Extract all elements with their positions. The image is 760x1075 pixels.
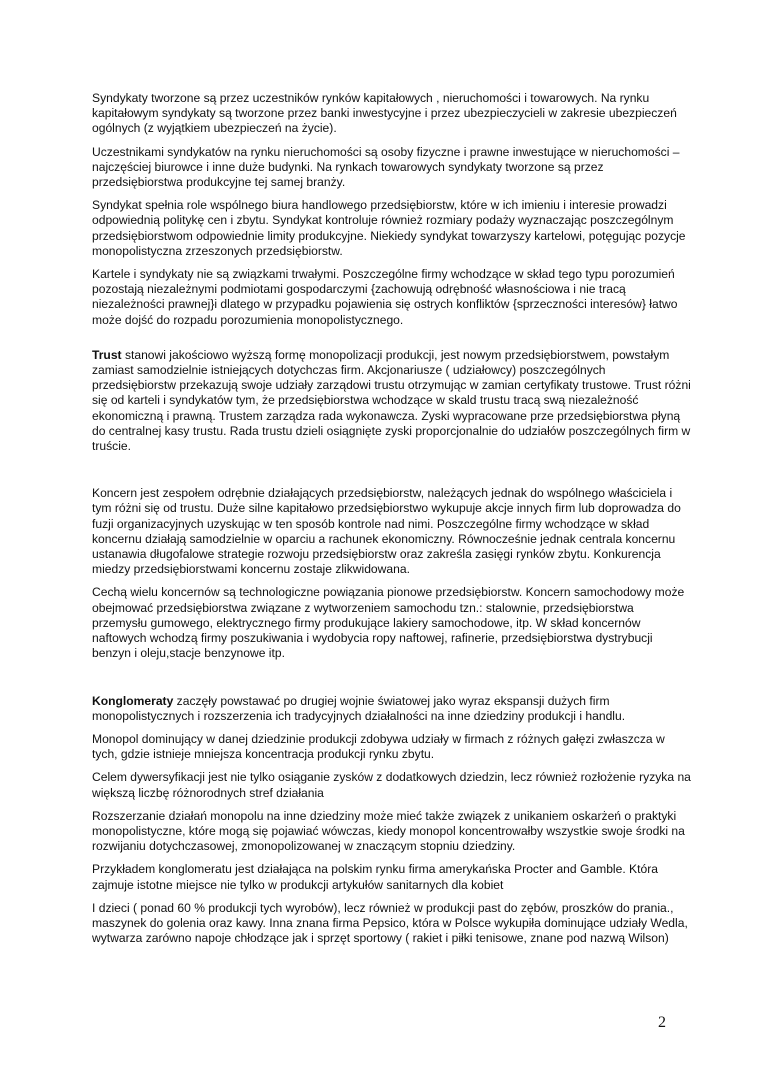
paragraph-monopol-dominujacy: Monopol dominujący w danej dziedzinie produkcji zdobywa udziały w firmach z różnych gałęzi zwłaszcza w tych, gdzie istnieje mniejsza koncentracja produkcji rynku zbytu. [92, 731, 665, 762]
paragraph-konglomeraty [92, 694, 692, 724]
trust-text: stanowi jakościowo wyższą formę monopolizacji produkcji, jest nowym przedsiębiorstwem, powstałym zamiast samodzielnie istniejących dotychczas firm. Akcjonariusze ( udziałowcy) poszczególnych przedsiębiorstw przekazują swoje udziały zarządowi trustu otrzymując w zamian certyfikaty trustowe. Trust różni się od karteli i syndykatów tym, że przedsiębiorstwa wchodzące w skald trustu tracą swą niezależność ekonomiczną i prawną. Trustem zarządza rada wykonawcza. Zyski wypracowane prze przedsiębiorstwa płyną do centralnej kasy trustu. Rada trustu dzieli osiągnięte zyski proporcjonalnie do udziałów poszczególnych firm w truście. [92, 347, 691, 454]
term-konglomeraty: Konglomeraty [92, 693, 174, 708]
page-number: 2 [658, 1014, 666, 1031]
paragraph-dywersyfikacja: Celem dywersyfikacji jest nie tylko osiąganie zysków z dodatkowych dziedzin, lecz również rozłożenie ryzyka na większą liczbę różnorodnych stref działania [92, 770, 691, 800]
paragraph-trust [92, 348, 692, 454]
page-body [92, 91, 692, 954]
paragraph-koncern-definicja: Koncern jest zespołem odrębnie działających przedsiębiorstw, należących jednak do wspólnego właściciela i tym różni się od trustu. Duże silne kapitałowo przedsiębiorstwo wykupuje akcje innych firm lub doprowadza do fuzji organizacyjnych uzyskując w ten sposób kontrole nad nimi. Poszczególne firmy wchodzące w skład koncernu działają samodzielnie w oparciu a rachunek ekonomiczny. Równocześnie jednak centrala koncernu ustanawia długofalowe strategie rozwoju przedsiębiorstw oraz zakreśla zasięgi rynków zbytu. Konkurencja miedzy przedsiębiorstwami koncernu zostaje zlikwidowana. [92, 486, 681, 577]
paragraph-syndykat-rola: Syndykat spełnia role wspólnego biura handlowego przedsiębiorstw, które w ich imieniu i interesie prowadzi odpowiednią politykę cen i zbytu. Syndykat kontroluje również rozmiary podaży wyznaczając poszczególnym przedsiębiorstwom odpowiednie limity produkcyjne. Niekiedy syndykat towarzyszy kartelowi, potęgując pozycje monopolistyczna zrzeszonych przedsiębiorstw. [92, 198, 686, 258]
paragraph-rozszerzanie: Rozszerzanie działań monopolu na inne dziedziny może mieć także związek z unikaniem oskarżeń o praktyki monopolistyczne, które mogą się pojawiać wówczas, kiedy monopol koncentrowałby wszystkie swoje środki na rozwijaniu dotychczasowej, zmonopolizowanej w znaczącym stopniu dziedziny. [92, 808, 685, 854]
paragraph-syndykaty-uczestnicy: Syndykaty tworzone są przez uczestników rynków kapitałowych , nieruchomości i towarowych. Na rynku kapitałowym syndykaty są tworzone przez banki inwestycyjne i przez ubezpieczycieli w zakresie ubezpieczeń ogólnych (z wyjątkiem ubezpieczeń na życie). [92, 91, 677, 136]
konglomeraty-text: zaczęły powstawać po drugiej wojnie światowej jako wyraz ekspansji dużych firm monopolistycznych i rozszerzenia ich tradycyjnych działalności na inne dziedziny produkcji i handlu. [92, 693, 626, 723]
paragraph-koncern-powiazania: Cechą wielu koncernów są technologiczne powiązania pionowe przedsiębiorstw. Koncern samochodowy może obejmować przedsiębiorstwa związane z wytworzeniem samochodu tzn.: stalownie, przedsiębiorstwa przemysłu gumowego, elektrycznego firmy produkujące lakiery samochodowe, itp. W skład koncernów naftowych wchodzą firmy poszukiwania i wydobycia ropy naftowej, rafinerie, przedsiębiorstwa dystrybucji benzyn i oleju,stacje benzynowe itp. [92, 585, 685, 661]
paragraph-przyklad-pepsico: I dzieci ( ponad 60 % produkcji tych wyrobów), lecz również w produkcji past do zębów, proszków do prania., maszynek do golenia oraz kawy. Inna znana firma Pepsico, która w Polsce wykupiła dominujące udziały Wedla, wytwarza zarówno napoje chłodzące jak i sprzęt sportowy ( rakiet i piłki tenisowe, znane pod nazwą Wilson) [92, 900, 688, 946]
paragraph-kartele-syndykaty: Kartele i syndykaty nie są związkami trwałymi. Poszczególne firmy wchodzące w skład tego typu porozumień pozostają niezależnymi podmiotami gospodarczymi {zachowują odrębność własnościowa i nie tracą niezależności prawnej}i dlatego w przypadku pojawienia się ostrych konfliktów {sprzeczności interesów} łatwo może dojść do rozpadu porozumienia monopolistycznego. [92, 267, 678, 327]
paragraph-przyklad-procter: Przykładem konglomeratu jest działająca na polskim rynku firma amerykańska Procter and Gamble. Która zajmuje istotne miejsce nie tylko w produkcji artykułów sanitarnych dla kobiet [92, 862, 658, 892]
term-trust: Trust [92, 347, 122, 362]
paragraph-syndykaty-nieruchomosci: Uczestnikami syndykatów na rynku nieruchomości są osoby fizyczne i prawne inwestujące w nieruchomości – najczęściej biurowce i inne duże budynki. Na rynkach towarowych syndykaty tworzone są przez przedsiębiorstwa produkcyjne tej samej branży. [92, 144, 680, 190]
